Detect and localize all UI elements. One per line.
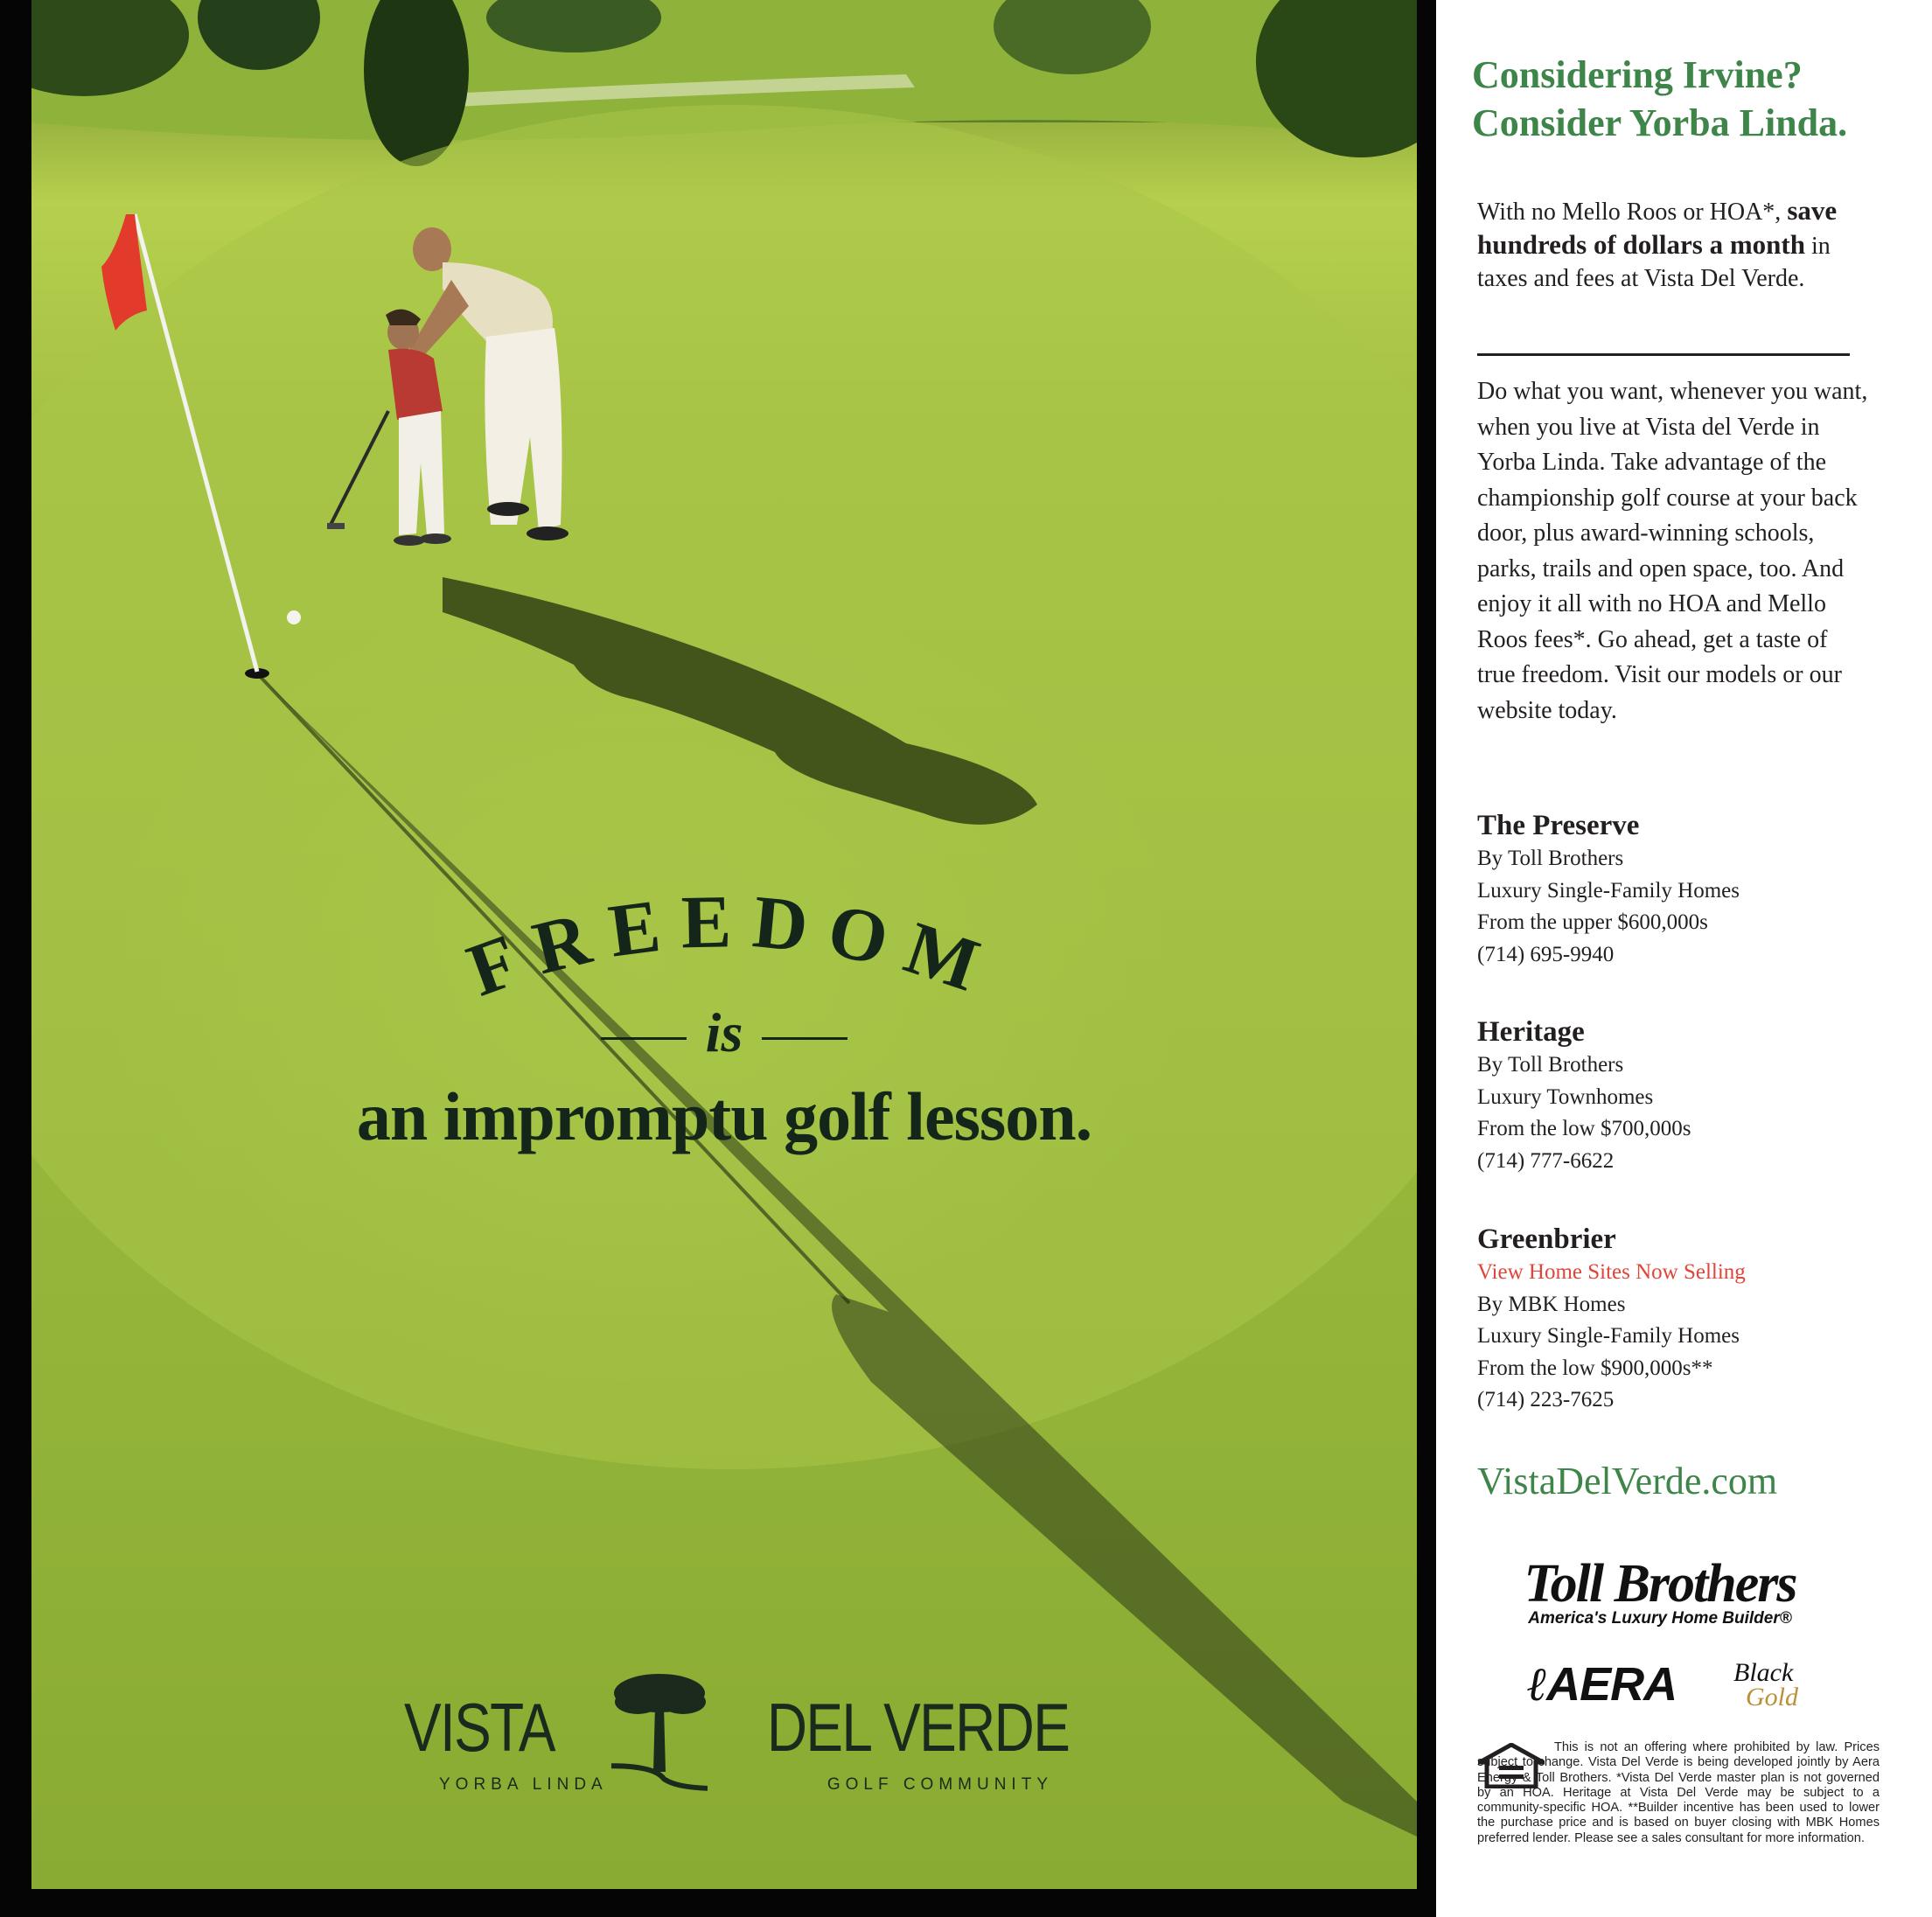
headline-line-1: Considering Irvine? [1472, 53, 1803, 96]
community-builder: By Toll Brothers [1477, 1053, 1624, 1077]
community-name: Heritage [1477, 1016, 1585, 1048]
body-copy: Do what you want, whenever you want, when you live at Vista del Verde in Yorba Linda. Take advantage of the championship golf course at your back door, plus award-winning schools, parks, trails and open space, too. And enjoy it all with no HOA and Mello Roos fees*. Go ahead, get a taste of true freedom. Visit our models or our website today. [1477, 378, 1868, 724]
community-builder: By MBK Homes [1477, 1292, 1626, 1316]
logo-text-del-verde: DEL VERDE [766, 1689, 1069, 1766]
divider [1477, 353, 1850, 356]
intro-part-1: With no Mello Roos or HOA*, [1477, 199, 1782, 226]
intro-part-2: in taxes and fees at Vista Del Verde. [1477, 233, 1831, 292]
community-builder: By Toll Brothers [1477, 847, 1624, 870]
toll-brothers-tagline: America's Luxury Home Builder® [1528, 1609, 1792, 1628]
tagline-is: is [705, 1001, 743, 1063]
aera-logo [1527, 1657, 1677, 1711]
aera-swoosh-icon: ℓ [1527, 1658, 1547, 1711]
community-price: From the low $700,000s [1477, 1117, 1691, 1140]
svg-text:FREEDOM [457, 879, 1008, 1014]
rule-right [762, 1037, 847, 1040]
intro-text [1477, 194, 1862, 295]
view-home-sites-link[interactable]: View Home Sites Now Selling [1477, 1260, 1746, 1284]
community-type: Luxury Single-Family Homes [1477, 1324, 1740, 1348]
black-gold-logo [1733, 1658, 1812, 1716]
community-phone: (714) 695-9940 [1477, 942, 1615, 966]
community-phone: (714) 223-7625 [1477, 1388, 1615, 1412]
black-gold-black: Black [1733, 1658, 1794, 1687]
toll-brothers-logo [1468, 1554, 1852, 1628]
disclaimer-text: This is not an offering where prohibited by law. Prices subject to change. Vista Del Verde is being developed jointly by Aera Energy & Toll Brothers. *Vista Del Verde master plan is not governed by an HOA. Heritage at Vista Del Verde may be subject to a community-specific HOA. **Builder incentive has been used to lower the purchase price and is based on buyer closing with MBK Homes preferred lender. Please see a sales consultant for more information. [1477, 1740, 1880, 1845]
oak-tree-icon [611, 1667, 708, 1798]
community-name: Greenbrier [1477, 1223, 1616, 1255]
vista-del-verde-logo [404, 1677, 1069, 1809]
legal-disclaimer [1477, 1740, 1880, 1846]
community-phone: (714) 777-6622 [1477, 1148, 1615, 1173]
logo-sub-golf-community: GOLF COMMUNITY [827, 1775, 1053, 1794]
intro-bold: save hundreds of dollars a month [1477, 195, 1838, 260]
community-type: Luxury Townhomes [1477, 1084, 1654, 1109]
community-greenbrier [1477, 1222, 1880, 1417]
website-link[interactable]: VistaDelVerde.com [1477, 1460, 1778, 1502]
golf-photo [31, 0, 1417, 1889]
tagline-main: an impromptu golf lesson. [356, 1078, 1092, 1154]
community-price: From the low $900,000s** [1477, 1356, 1713, 1380]
community-heritage [1477, 1014, 1880, 1177]
logo-text-vista: VISTA [404, 1689, 554, 1766]
aera-text: AERA [1546, 1658, 1677, 1711]
community-the-preserve [1477, 808, 1880, 971]
black-gold-gold: Gold [1746, 1683, 1798, 1711]
freedom-word: FREEDOM [457, 878, 1008, 1014]
toll-brothers-name: Toll Brothers [1524, 1554, 1796, 1614]
community-price: From the upper $600,000s [1477, 910, 1708, 934]
community-name: The Preserve [1477, 810, 1640, 841]
logo-sub-yorba-linda: YORBA LINDA [439, 1775, 608, 1794]
sidebar [1436, 0, 1932, 1917]
freedom-headline [31, 0, 1417, 1889]
tagline-is-row [31, 1000, 1417, 1065]
sidebar-headline [1472, 51, 1927, 147]
rule-left [601, 1037, 687, 1040]
community-type: Luxury Single-Family Homes [1477, 878, 1740, 903]
headline-line-2: Consider Yorba Linda. [1472, 101, 1848, 144]
